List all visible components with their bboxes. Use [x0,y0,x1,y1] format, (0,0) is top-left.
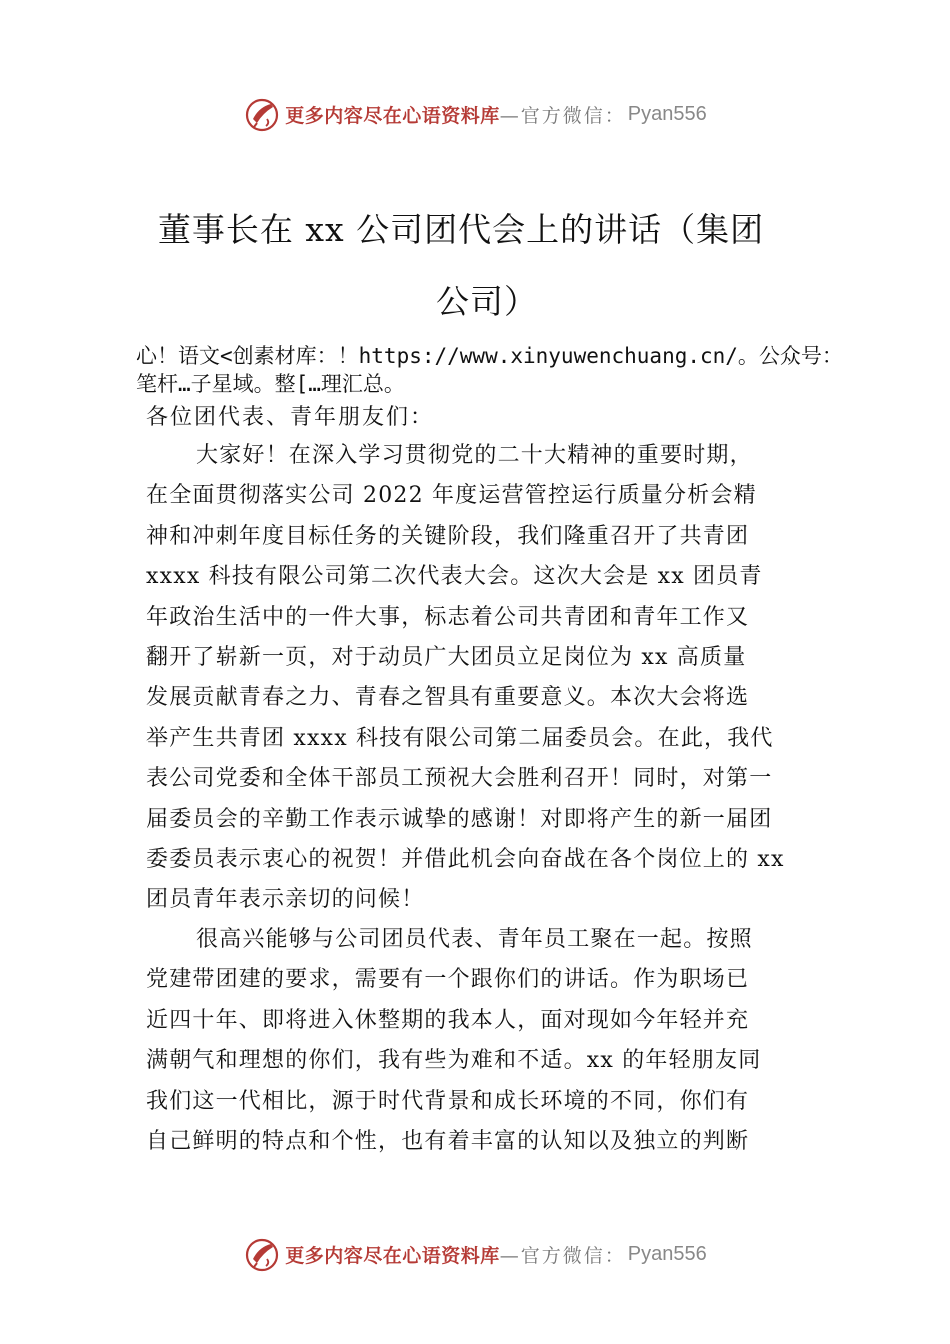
paragraph-line: 年政治生活中的一件大事，标志着公司共青团和青年工作又 [146,604,750,630]
header-banner [0,94,950,134]
paragraph-line: 在全面贯彻落实公司 2022 年度运营管控运行质量分析会精 [146,483,757,509]
footer-banner [0,1234,950,1274]
banner-wechat-id: Pyan556 [627,1242,707,1265]
paragraph-line: xxxx 科技有限公司第二次代表大会。这次大会是 xx 团员青 [146,564,763,590]
paragraph-1 [146,436,826,921]
paragraph-line: 届委员会的辛勤工作表示诚挚的感谢！对即将产生的新一届团 [146,806,773,832]
paragraph-2 [146,920,826,1162]
document-title-line1: 董事长在 xx 公司团代会上的讲话（集团 [157,210,765,249]
pen-logo-icon [243,1235,281,1273]
pen-logo-icon [243,95,281,133]
paragraph-line: 举产生共青团 xxxx 科技有限公司第二届委员会。在此，我代 [146,725,774,751]
banner-main-text: 更多内容尽在心语资料库 [285,1244,500,1267]
banner-sub-text: —官方微信： [499,1244,626,1267]
document-title-line2: 公司） [436,282,538,321]
source-note: 心！语文<创素材库：！https://www.xinyuwenchuang.cn/。公众号：笔杆…子星域。整[…理汇总。 [136,344,843,396]
paragraph-line: 表公司党委和全体干部员工预祝大会胜利召开！同时，对第一 [146,766,773,792]
paragraph-line: 很高兴能够与公司团员代表、青年员工聚在一起。按照 [196,927,753,952]
paragraph-line: 党建带团建的要求，需要有一个跟你们的讲话。作为职场已 [146,967,750,993]
paragraph-line: 满朝气和理想的你们，我有些为难和不适。xx 的年轻朋友同 [146,1048,762,1074]
banner-main-text: 更多内容尽在心语资料库 [285,104,500,127]
paragraph-line: 神和冲刺年度目标任务的关键阶段，我们隆重召开了共青团 [146,523,750,549]
paragraph-line: 我们这一代相比，源于时代背景和成长环境的不同，你们有 [146,1088,750,1114]
paragraph-line: 大家好！在深入学习贯彻党的二十大精神的重要时期， [196,443,753,468]
paragraph-line: 自己鲜明的特点和个性，也有着丰富的认知以及独立的判断 [146,1129,750,1155]
greeting: 各位团代表、青年朋友们： [146,405,435,430]
banner-wechat-id: Pyan556 [627,102,707,125]
paragraph-line: 近四十年、即将进入休整期的我本人，面对现如今年轻并充 [146,1007,750,1033]
banner-sub-text: —官方微信： [499,104,626,127]
paragraph-line: 团员青年表示亲切的问候！ [146,887,425,913]
paragraph-line: 委委员表示衷心的祝贺！并借此机会向奋战在各个岗位上的 xx [146,847,785,873]
paragraph-line: 翻开了崭新一页，对于动员广大团员立足岗位为 xx 高质量 [146,645,747,671]
paragraph-line: 发展贡献青春之力、青春之智具有重要意义。本次大会将选 [146,685,750,711]
